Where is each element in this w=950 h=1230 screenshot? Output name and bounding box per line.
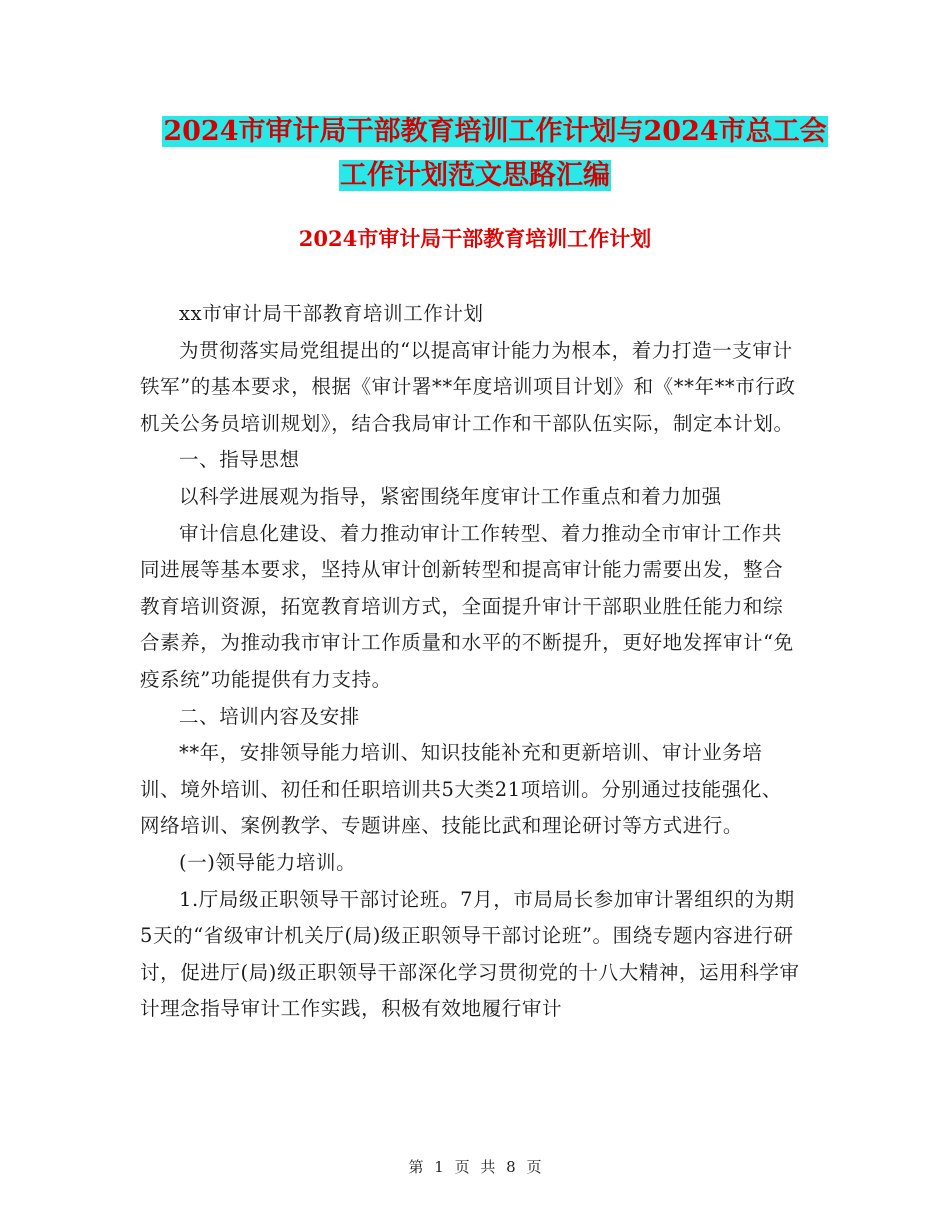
paragraph: 审计信息化建设、着力推动审计工作转型、着力推动全市审计工作共同进展等基本要求，坚持从审计创新转型和提高审计能力需要出发，整合教育培训资源，拓宽教育培训方式，全面提升审计干部职业胜任能力和综合素养，为推动我市审计工作质量和水平的不断提升，更好地发挥审计“免疫系统”功能提供有力支持。 [140, 521, 794, 691]
paragraph: 二、培训内容及安排 [179, 704, 360, 728]
document-title-line-2: 工作计划范文思路汇编 [340, 160, 610, 191]
section-title: 2024市审计局干部教育培训工作计划 [298, 226, 652, 251]
page-footer: 第 1 页 共 8 页 [408, 1158, 542, 1176]
paragraph: 1.厅局级正职领导干部讨论班。7月，市局局长参加审计署组织的为期5天的“省级审计机关厅(局)级正职领导干部讨论班”。围绕专题内容进行研讨，促进厅(局)级正职领导干部深化学习贯彻党的十八大精神，运用科学审计理念指导审计工作实践，积极有效地履行审计 [140, 887, 800, 1021]
paragraph: **年，安排领导能力培训、知识技能补充和更新培训、审计业务培训、境外培训、初任和任职培训共5大类21项培训。分别通过技能强化、网络培训、案例教学、专题讲座、技能比武和理论研讨等方式进行。 [140, 741, 783, 838]
document-body [140, 296, 800, 1028]
paragraph: xx市审计局干部教育培训工作计划 [179, 302, 484, 325]
document-title-line-1: 2024市审计局干部教育培训工作计划与2024市总工会 [163, 116, 827, 147]
paragraph: (一)领导能力培训。 [179, 850, 357, 874]
paragraph: 一、指导思想 [179, 448, 300, 472]
paragraph: 为贯彻落实局党组提出的“以提高审计能力为根本，着力打造一支审计铁军”的基本要求，根据《审计署**年度培训项目计划》和《**年**市行政机关公务员培训规划》，结合我局审计工作和干部队伍实际，制定本计划。 [140, 338, 796, 435]
paragraph: 以科学进展观为指导，紧密围绕年度审计工作重点和着力加强 [179, 484, 722, 508]
